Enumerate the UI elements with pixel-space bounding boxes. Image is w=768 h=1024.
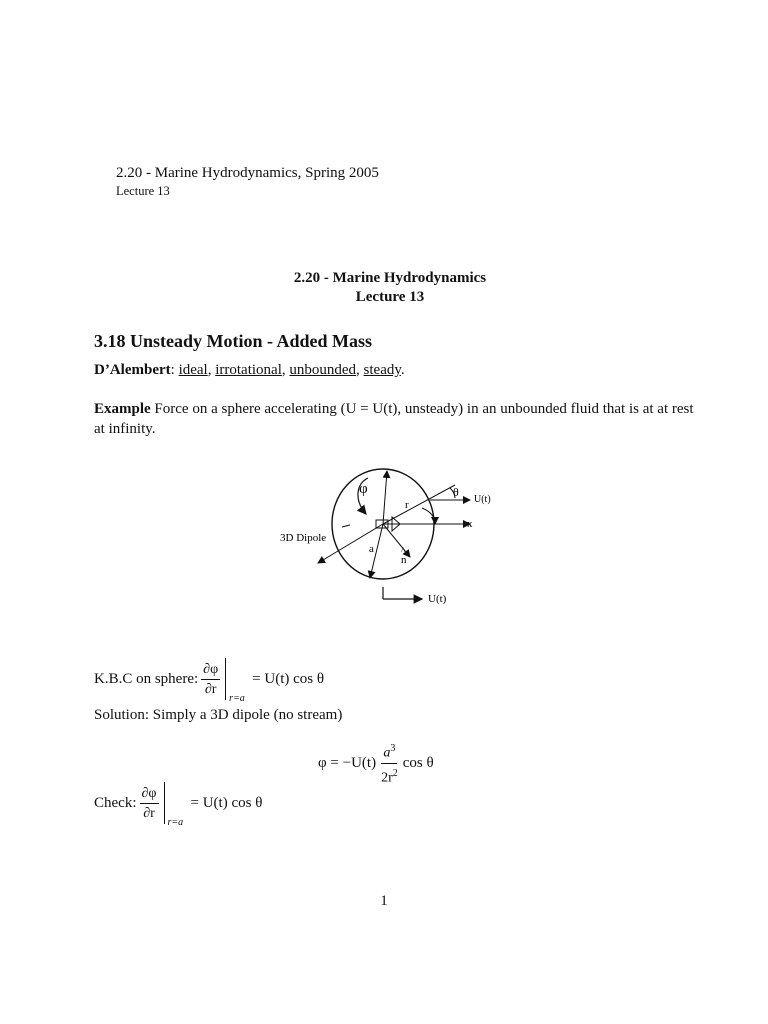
ut-label-top: U(t) [474, 494, 491, 505]
dalembert-end: . [400, 362, 405, 378]
phi-den-exp: 2 [392, 767, 398, 779]
document-title: 2.20 - Marine Hydrodynamics [293, 270, 487, 286]
dipole-label: 3D Dipole [280, 532, 327, 544]
dipole-pointer [342, 525, 350, 527]
document-subtitle: Lecture 13 [355, 289, 425, 305]
kbc-prefix: K.B.C on sphere: [94, 670, 199, 687]
kbc-rhs: = U(t) cos θ [252, 670, 325, 687]
a-label: a [369, 543, 374, 555]
section-heading: 3.18 Unsteady Motion - Added Mass [94, 331, 373, 351]
phi-num-base: a [383, 745, 391, 761]
phi-rhs: cos θ [402, 754, 434, 771]
ut-label-bottom: U(t) [428, 593, 447, 605]
lecture-header: Lecture 13 [116, 184, 170, 198]
phi-denominator [379, 764, 400, 787]
dalembert-line: D’Alembert: ideal, irrotational, unbounded, steady. [94, 362, 405, 378]
n-hat: ^ [401, 546, 406, 556]
check-denominator: ∂r [143, 805, 155, 821]
r-label: r [405, 499, 409, 511]
dalembert-colon: : [170, 362, 179, 378]
kbc-numerator: ∂φ [201, 661, 220, 680]
kbc-subscript: r=a [229, 693, 245, 704]
check-numerator: ∂φ [140, 785, 159, 804]
term-ideal: ideal [178, 362, 208, 378]
n-label: n [401, 554, 407, 566]
phi-equation [318, 740, 434, 786]
check-eval-bar [164, 782, 191, 828]
phi-label: φ [359, 481, 368, 497]
term-irrotational: irrotational [215, 362, 282, 378]
normal-vector [383, 524, 410, 557]
theta-label: θ [453, 485, 459, 499]
page-number: 1 [380, 893, 388, 909]
example-text: Force on a sphere accelerating (U = U(t), unsteady) in an unbounded fluid that is at at rest at infinity. [94, 401, 694, 437]
radius-line-top [383, 471, 387, 524]
phi-fraction [379, 740, 400, 786]
phi-num-exp: 3 [390, 743, 396, 754]
term-unbounded: unbounded [289, 362, 357, 378]
check-subscript: r=a [167, 817, 184, 828]
phi-lhs: φ = −U(t) [318, 754, 377, 771]
check-equation [94, 782, 263, 828]
example-paragraph [94, 399, 694, 439]
phi-numerator [381, 740, 397, 764]
term-steady: steady [363, 362, 401, 378]
dalembert-label: D’Alembert [94, 362, 171, 378]
check-rhs: = U(t) cos θ [190, 794, 263, 811]
phi-den-base: 2r [381, 770, 393, 786]
sphere-diagram [270, 460, 510, 615]
kbc-derivative [201, 661, 220, 698]
kbc-equation [94, 658, 325, 704]
sphere-diagram-svg [270, 460, 510, 610]
kbc-eval-bar [225, 658, 252, 704]
kbc-denominator: ∂r [204, 681, 217, 697]
x-label: x [467, 518, 473, 530]
example-label: Example [94, 401, 151, 417]
solution-text: Solution: Simply a 3D dipole (no stream) [94, 707, 343, 723]
check-derivative [140, 785, 159, 822]
check-prefix: Check: [94, 794, 137, 811]
course-header: 2.20 - Marine Hydrodynamics, Spring 2005 [116, 165, 379, 181]
